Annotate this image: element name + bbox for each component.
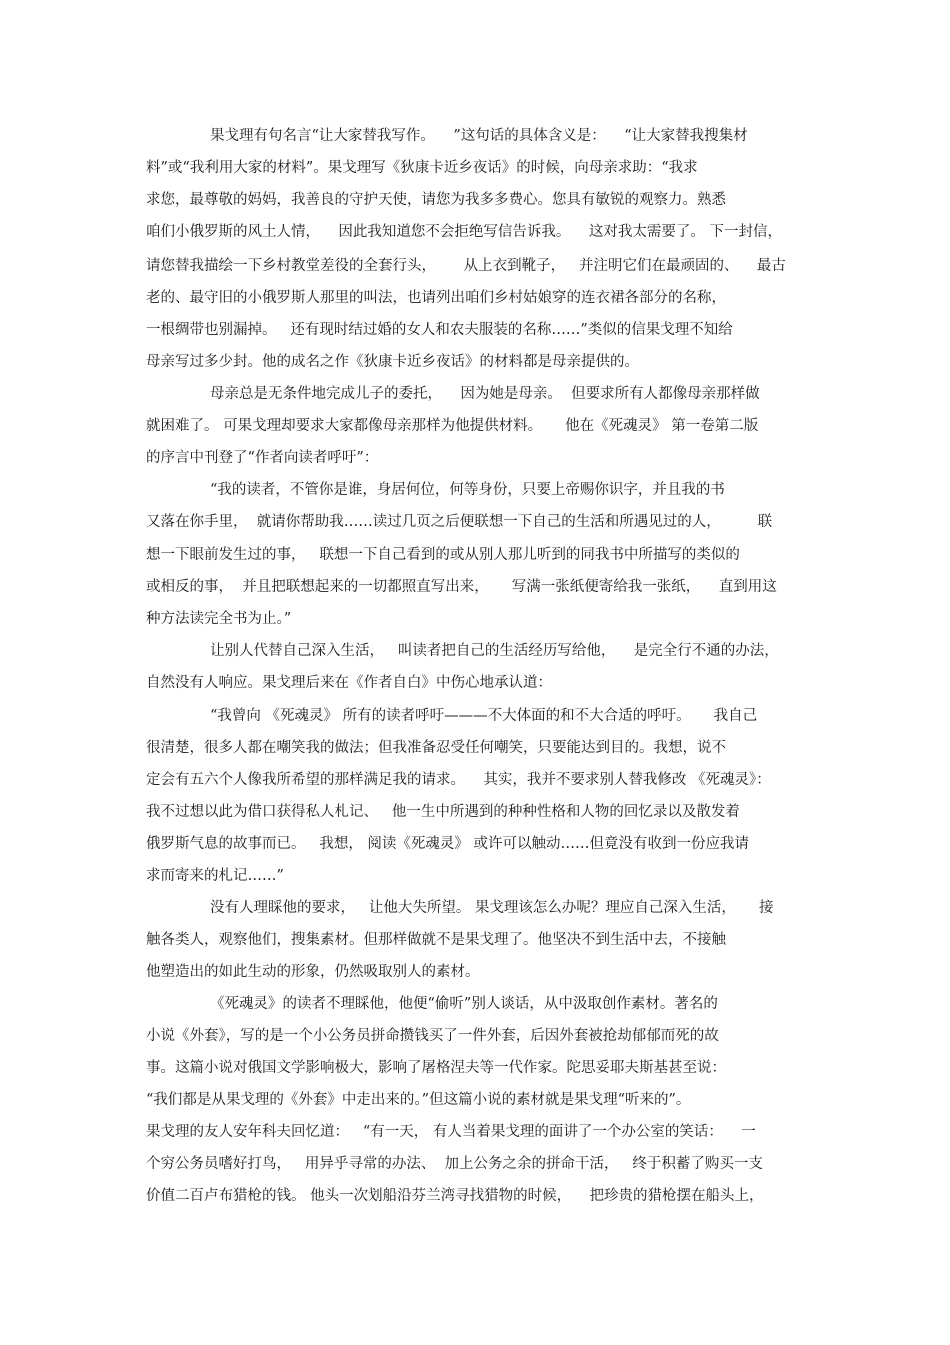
text-line: 母亲写过多少封。他的成名之作《狄康卡近乡夜话》的材料都是母亲提供的。 — [146, 354, 639, 370]
text-line: 我不过想以此为借口获得私人札记、 他一生中所遇到的种种性格和人物的回忆录以及散发着 — [146, 804, 740, 820]
text-line: 事。这篇小说对俄国文学影响极大，影响了屠格涅夫等一代作家。陀思妥耶夫斯基甚至说： — [146, 1060, 726, 1076]
text-line: 价值二百卢布猎枪的钱。 他头一次划船沿芬兰湾寻找猎物的时候， 把珍贵的猎枪摆在船头上， — [146, 1188, 764, 1204]
text-line: 就困难了。 可果戈理却要求大家都像母亲那样为他提供材料。 他在《死魂灵》 第一卷第二版 — [146, 418, 759, 434]
text-line: 触各类人，观察他们，搜集素材。但那样做就不是果戈理了。他坚决不到生活中去，不接触 — [146, 932, 726, 948]
text-line: 果戈理有句名言“让大家替我写作。 ”这句话的具体含义是： “让大家替我搜集材 — [210, 128, 748, 144]
text-line: 种方法读完全书为止。” — [146, 611, 292, 627]
text-line: 个穷公务员嗜好打鸟， 用异乎寻常的办法、 加上公务之余的拼命干活， 终于积蓄了购买一支 — [146, 1156, 763, 1172]
text-line: 俄罗斯气息的故事而已。 我想， 阅读《死魂灵》 或许可以触动……但竟没有收到一份应我请 — [146, 836, 750, 852]
text-line: 又落在你手里， 就请你帮助我……读过几页之后便联想一下自己的生活和所遇见过的人， 联 — [146, 514, 773, 530]
text-line: 自然没有人响应。果戈理后来在《作者自白》中伤心地承认道： — [146, 675, 552, 691]
text-line: 定会有五六个人像我所希望的那样满足我的请求。 其实，我并不要求别人替我修改 《死魂灵》： — [146, 772, 771, 788]
text-line: 求您，最尊敬的妈妈，我善良的守护天使，请您为我多多费心。您具有敏锐的观察力。熟悉 — [146, 192, 726, 208]
text-line: 求而寄来的札记……” — [146, 868, 284, 884]
text-line: 老的、最守旧的小俄罗斯人那里的叫法，也请列出咱们乡村姑娘穿的连衣裙各部分的名称， — [146, 290, 726, 306]
text-line: 没有人理睬他的要求， 让他大失所望。 果戈理该怎么办呢？理应自己深入生活， 接 — [210, 900, 774, 916]
text-line: 小说《外套》，写的是一个小公务员拼命攒钱买了一件外套，后因外套被抢劫郁郁而死的故 — [146, 1028, 719, 1044]
text-line: 《死魂灵》的读者不理睬他，他便“偷听”别人谈话，从中汲取创作素材。著名的 — [210, 996, 718, 1012]
text-line: 咱们小俄罗斯的风土人情， 因此我知道您不会拒绝写信告诉我。 这对我太需要了。 下一封信， — [146, 224, 782, 240]
text-line: 想一下眼前发生过的事， 联想一下自己看到的或从别人那儿听到的同我书中所描写的类似的 — [146, 547, 740, 563]
text-line: “我曾向 《死魂灵》 所有的读者呼吁———不大体面的和不大合适的呼吁。 我自己 — [210, 708, 758, 724]
text-line: 让别人代替自己深入生活， 叫读者把自己的生活经历写给他， 是完全行不通的办法， — [210, 643, 779, 659]
text-line: 请您替我描绘一下乡村教堂差役的全套行头， 从上衣到靴子， 并注明它们在最顽固的、 最古 — [146, 258, 786, 274]
text-line: “我们都是从果戈理的《外套》中走出来的。”但这篇小说的素材就是果戈理“听来的”。 — [146, 1092, 691, 1108]
text-line: 很清楚，很多人都在嘲笑我的做法；但我准备忍受任何嘲笑，只要能达到目的。我想，说不 — [146, 740, 726, 756]
text-line: 一根绸带也别漏掉。 还有现时结过婚的女人和农夫服装的名称……”类似的信果戈理不知给 — [146, 322, 733, 338]
text-line: “我的读者，不管你是谁，身居何位，何等身份，只要上帝赐你识字，并且我的书 — [210, 482, 725, 498]
text-line: 或相反的事， 并且把联想起来的一切都照直写出来， 写满一张纸便寄给我一张纸， 直到用这 — [146, 579, 777, 595]
text-line: 的序言中刊登了“作者向读者呼吁”： — [146, 450, 379, 466]
text-line: 果戈理的友人安年科夫回忆道： “有一天， 有人当着果戈理的面讲了一个办公室的笑话： 一 — [146, 1124, 756, 1140]
text-line: 他塑造出的如此生动的形象，仍然吸取别人的素材。 — [146, 964, 480, 980]
text-line: 料”或“我利用大家的材料”。果戈理写《狄康卡近乡夜话》的时候，向母亲求助：“我求 — [146, 160, 698, 176]
text-line: 母亲总是无条件地完成儿子的委托， 因为她是母亲。 但要求所有人都像母亲那样做 — [210, 386, 760, 402]
